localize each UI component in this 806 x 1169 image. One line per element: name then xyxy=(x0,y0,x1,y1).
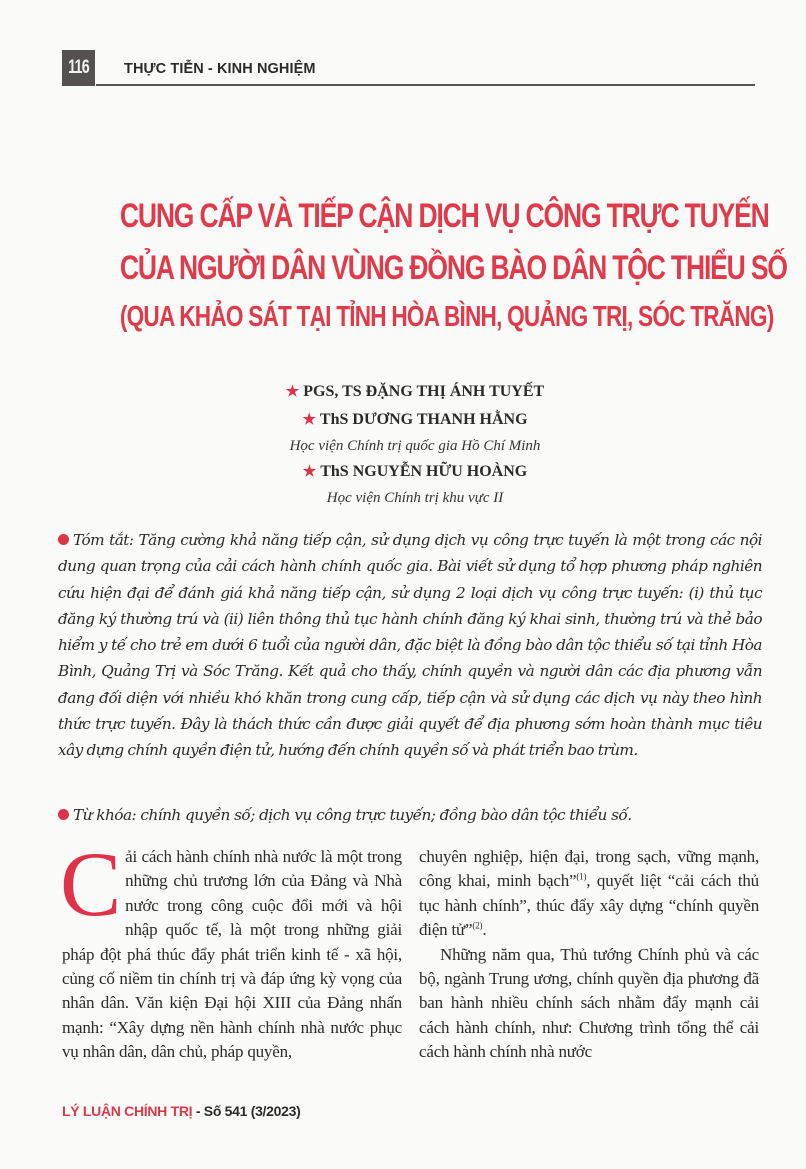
footnote-ref-1[interactable]: (1) xyxy=(576,871,587,882)
author-affiliation: Học viện Chính trị khu vực II xyxy=(326,490,504,506)
paragraph-text: , quyết liệt “cải cách thủ tục hành chính”, thúc đẩy xây dựng “chính quyền điện tử” xyxy=(419,871,759,940)
author-name: ThS DƯƠNG THANH HẰNG xyxy=(319,411,528,428)
abstract xyxy=(58,527,762,764)
author-1 xyxy=(200,378,630,406)
star-icon: ★ xyxy=(285,384,300,400)
keywords xyxy=(58,802,762,828)
body-paragraph xyxy=(419,845,759,943)
author-list xyxy=(200,378,630,510)
drop-cap: C xyxy=(60,833,122,935)
footnote-ref-2[interactable]: (2) xyxy=(472,920,483,931)
bullet-icon xyxy=(58,809,69,820)
body-paragraph: ải cách hành chính nhà nước là một trong những chủ trương lớn của Đảng và Nhà nước trong công cuộc đổi mới và hội nhập quốc tế, là một trong những giải pháp đột phá thúc đẩy phát triển kinh tế - xã hội, củng cố niềm tin chính trị và đáp ứng kỳ vọng của nhân dân. Văn kiện Đại hội XIII của Đảng nhấn mạnh: “Xây dựng nền hành chính nhà nước phục vụ nhân dân, dân chủ, pháp quyền, xyxy=(62,847,402,1062)
abstract-label: Tóm tắt: xyxy=(73,531,134,549)
star-icon: ★ xyxy=(302,464,317,480)
title-line-2: CỦA NGƯỜI DÂN VÙNG ĐỒNG BÀO DÂN TỘC THIỂU SỐ xyxy=(119,249,787,287)
paragraph-text: . xyxy=(482,920,487,940)
keywords-label: Từ khóa: xyxy=(73,806,137,824)
title-subtitle: (QUA KHẢO SÁT TẠI TỈNH HÒA BÌNH, QUẢNG TRỊ, SÓC TRĂNG) xyxy=(119,301,774,333)
bullet-icon xyxy=(58,534,69,545)
page-number: 116 xyxy=(62,50,95,86)
title-line-1: CUNG CẤP VÀ TIẾP CẬN DỊCH VỤ CÔNG TRỰC TUYẾN xyxy=(119,197,769,235)
article-title xyxy=(40,190,787,340)
section-title: THỰC TIỄN - KINH NGHIỆM xyxy=(124,61,316,77)
body-paragraph: Những năm qua, Thủ tướng Chính phủ và các bộ, ngành Trung ương, chính quyền địa phương đã ban hành nhiều chính sách nhằm đẩy mạnh cải cách hành chính, như: Chương trình tổng thể cải cách hành chính nhà nước xyxy=(419,944,759,1062)
header-rule xyxy=(96,84,755,86)
author-name: ThS NGUYỄN HỮU HOÀNG xyxy=(320,463,528,480)
author-affiliation: Học viện Chính trị quốc gia Hồ Chí Minh xyxy=(289,438,541,454)
page-footer xyxy=(62,1103,300,1119)
abstract-text: Tăng cường khả năng tiếp cận, sử dụng dịch vụ công trực tuyến là một trong các nội dung quan trọng của cải cách hành chính quốc gia. Bài viết sử dụng tổ hợp phương pháp nghiên cứu hiện đại để đánh giá khả năng tiếp cận, sử dụng 2 loại dịch vụ công trực tuyến: (i) thủ tục đăng ký thường trú và (ii) liên thông thủ tục hành chính đăng ký khai sinh, thường trú và thẻ bảo hiểm y tế cho trẻ em dưới 6 tuổi của người dân, đặc biệt là đồng bào dân tộc thiểu số tại tỉnh Hòa Bình, Quảng Trị và Sóc Trăng. Kết quả cho thấy, chính quyền và người dân các địa phương vẫn đang đối diện với nhiều khó khăn trong cung cấp, tiếp cận và sử dụng các dịch vụ này theo hình thức trực tuyến. Đây là thách thức cần được giải quyết để địa phương sớm hoàn thành mục tiêu xây dựng chính quyền điện tử, hướng đến chính quyền số và phát triển bao trùm. xyxy=(58,531,762,760)
author-2 xyxy=(200,406,630,434)
star-icon: ★ xyxy=(302,412,316,428)
page-header xyxy=(62,50,755,86)
author-name: PGS, TS ĐẶNG THỊ ÁNH TUYẾT xyxy=(303,383,545,400)
author-3 xyxy=(200,458,630,486)
keywords-text: chính quyền số; dịch vụ công trực tuyến; đồng bào dân tộc thiểu số. xyxy=(136,806,632,824)
paragraph-text: chuyên nghiệp, hiện đại, trong sạch, vững mạnh, công khai, minh bạch” xyxy=(419,847,759,891)
body-column-right xyxy=(419,845,759,1065)
issue-number: - Số 541 (3/2023) xyxy=(192,1103,301,1119)
journal-name: LÝ LUẬN CHÍNH TRỊ xyxy=(62,1103,193,1119)
body-column-left xyxy=(60,833,402,1065)
